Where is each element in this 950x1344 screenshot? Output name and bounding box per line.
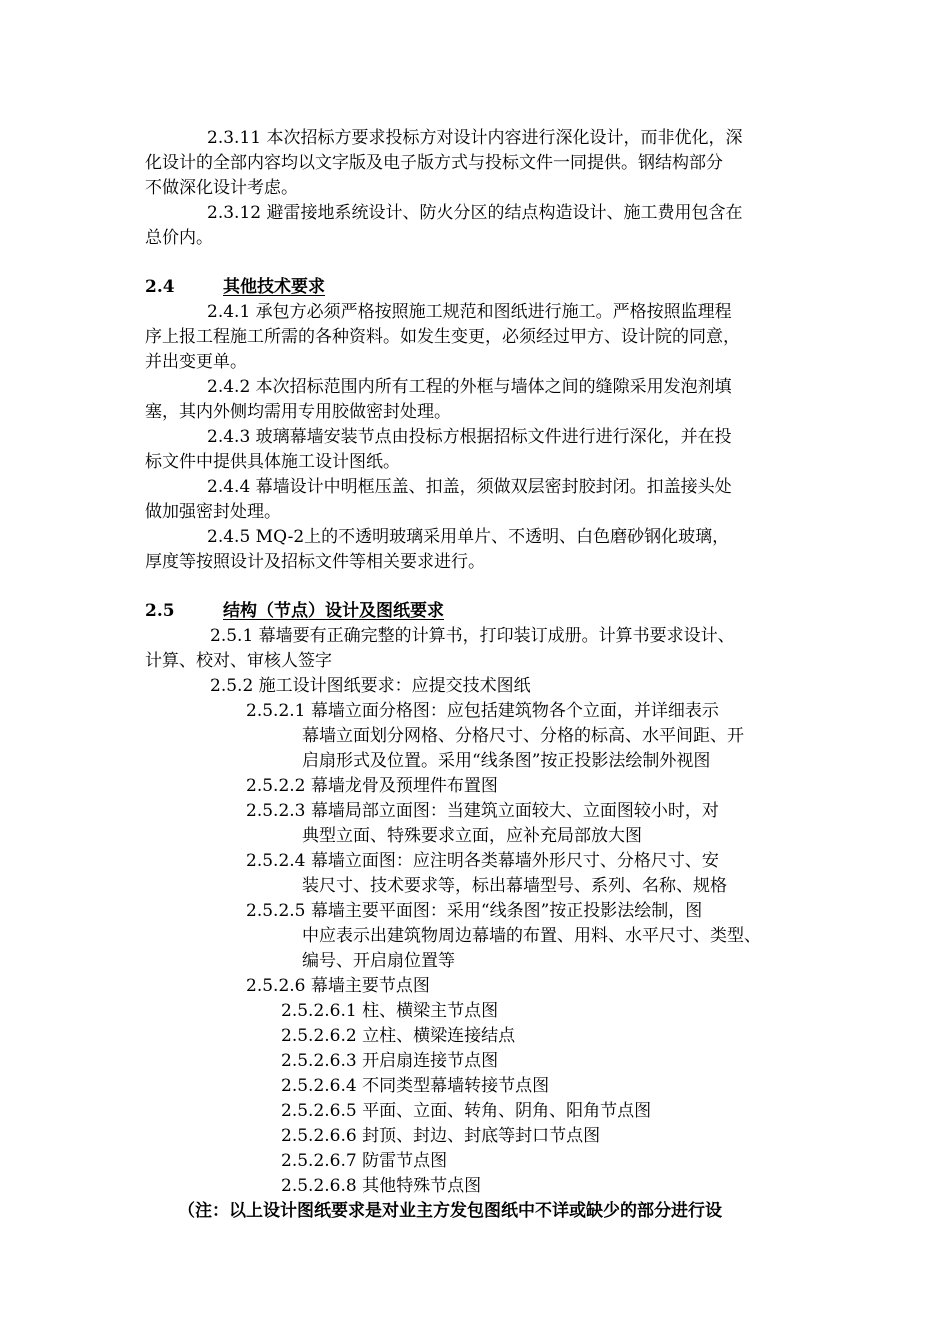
paragraph-line: 2.3.12 避雷接地系统设计、防火分区的结点构造设计、施工费用包含在 [207, 203, 743, 223]
list-item: 2.5.2.4 幕墙立面图：应注明各类幕墙外形尺寸、分格尺寸、安 [246, 851, 719, 871]
list-item: 2.5.2.6 幕墙主要节点图 [246, 976, 430, 996]
section-heading: 结构（节点）设计及图纸要求 [223, 601, 444, 621]
section-number: 2.4 [145, 277, 175, 297]
section-number: 2.5 [145, 601, 175, 621]
paragraph-line: 2.4.4 幕墙设计中明框压盖、扣盖，须做双层密封胶封闭。扣盖接头处 [207, 477, 732, 497]
list-item-continuation: 典型立面、特殊要求立面，应补充局部放大图 [302, 826, 642, 846]
paragraph-line: 总价内。 [145, 228, 213, 248]
note-text: （注：以上设计图纸要求是对业主方发包图纸中不详或缺少的部分进行设 [178, 1201, 722, 1221]
paragraph-line: 并出变更单。 [145, 352, 247, 372]
list-item: 2.5.2.5 幕墙主要平面图：采用“线条图”按正投影法绘制，图 [246, 901, 703, 921]
paragraph-line: 厚度等按照设计及招标文件等相关要求进行。 [145, 552, 485, 572]
paragraph-line: 标文件中提供具体施工设计图纸。 [145, 452, 400, 472]
sub-list-item: 2.5.2.6.6 封顶、封边、封底等封口节点图 [281, 1126, 601, 1146]
paragraph-line: 2.4.5 MQ-2上的不透明玻璃采用单片、不透明、白色磨砂钢化玻璃， [207, 527, 730, 547]
list-item-continuation: 启扇形式及位置。采用“线条图”按正投影法绘制外视图 [302, 751, 711, 771]
paragraph-line: 序上报工程施工所需的各种资料。如发生变更，必须经过甲方、设计院的同意， [145, 327, 740, 347]
list-item: 2.5.2.2 幕墙龙骨及预埋件布置图 [246, 776, 498, 796]
section-heading: 其他技术要求 [223, 277, 325, 297]
list-item-continuation: 中应表示出建筑物周边幕墙的布置、用料、水平尺寸、类型、 [302, 926, 761, 946]
sub-list-item: 2.5.2.6.4 不同类型幕墙转接节点图 [281, 1076, 550, 1096]
paragraph-line: 2.4.1 承包方必须严格按照施工规范和图纸进行施工。严格按照监理程 [207, 302, 732, 322]
paragraph-line: 2.3.11 本次招标方要求投标方对设计内容进行深化设计，而非优化，深 [207, 128, 743, 148]
paragraph-line: 不做深化设计考虑。 [145, 178, 298, 198]
sub-list-item: 2.5.2.6.2 立柱、横梁连接结点 [281, 1026, 516, 1046]
sub-list-item: 2.5.2.6.8 其他特殊节点图 [281, 1176, 482, 1196]
list-item-continuation: 编号、开启扇位置等 [302, 951, 455, 971]
list-item-continuation: 幕墙立面划分网格、分格尺寸、分格的标高、水平间距、开 [302, 726, 744, 746]
paragraph-line: 化设计的全部内容均以文字版及电子版方式与投标文件一同提供。钢结构部分 [145, 153, 723, 173]
list-item: 2.5.2.1 幕墙立面分格图：应包括建筑物各个立面，并详细表示 [246, 701, 719, 721]
paragraph-line: 2.5.1 幕墙要有正确完整的计算书，打印装订成册。计算书要求设计、 [210, 626, 735, 646]
paragraph-line: 做加强密封处理。 [145, 502, 281, 522]
paragraph-line: 塞，其内外侧均需用专用胶做密封处理。 [145, 402, 451, 422]
paragraph-line: 计算、校对、审核人签字 [145, 651, 332, 671]
paragraph-line: 2.4.3 玻璃幕墙安装节点由投标方根据招标文件进行进行深化，并在投 [207, 427, 732, 447]
list-item-continuation: 装尺寸、技术要求等，标出幕墙型号、系列、名称、规格 [302, 876, 727, 896]
sub-list-item: 2.5.2.6.3 开启扇连接节点图 [281, 1051, 499, 1071]
paragraph-line: 2.4.2 本次招标范围内所有工程的外框与墙体之间的缝隙采用发泡剂填 [207, 377, 732, 397]
sub-list-item: 2.5.2.6.5 平面、立面、转角、阴角、阳角节点图 [281, 1101, 652, 1121]
sub-list-item: 2.5.2.6.1 柱、横梁主节点图 [281, 1001, 499, 1021]
sub-list-item: 2.5.2.6.7 防雷节点图 [281, 1151, 448, 1171]
list-item: 2.5.2.3 幕墙局部立面图：当建筑立面较大、立面图较小时，对 [246, 801, 719, 821]
paragraph-line: 2.5.2 施工设计图纸要求：应提交技术图纸 [210, 676, 531, 696]
